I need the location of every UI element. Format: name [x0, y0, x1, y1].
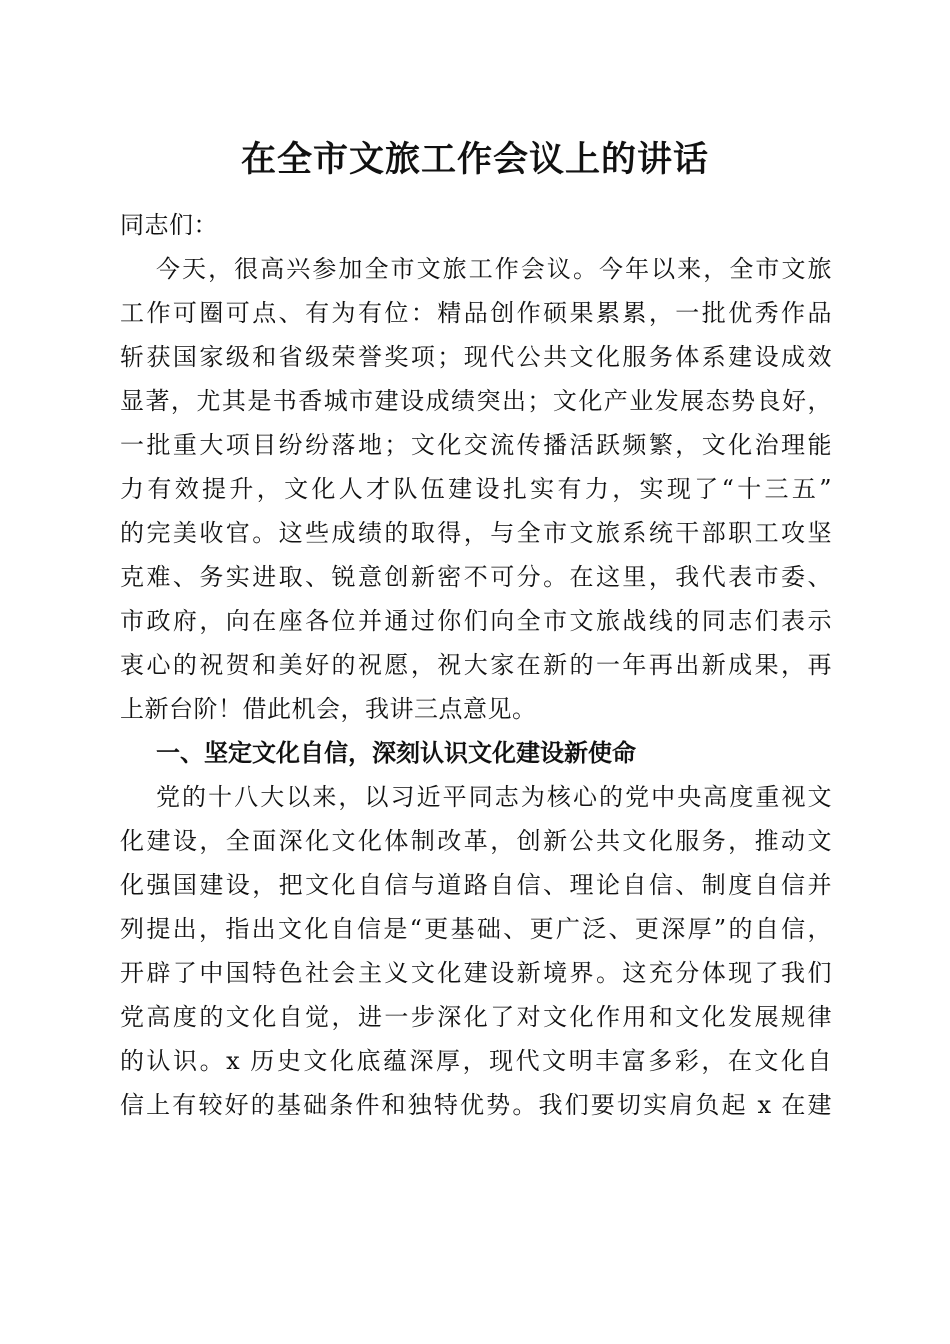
paragraph-line: 信上有较好的基础条件和独特优势。我们要切实肩负起 x 在建	[120, 1091, 832, 1119]
paragraph-line: 克难、务实进取、锐意创新密不可分。在这里，我代表市委、	[120, 563, 832, 591]
paragraph-line: 党高度的文化自觉，进一步深化了对文化作用和文化发展规律	[120, 1003, 832, 1031]
paragraph-line: 开辟了中国特色社会主义文化建设新境界。这充分体现了我们	[120, 959, 832, 987]
salutation: 同志们：	[120, 211, 218, 239]
paragraph-line: 化强国建设，把文化自信与道路自信、理论自信、制度自信并	[120, 871, 832, 899]
paragraph-line: 党的十八大以来，以习近平同志为核心的党中央高度重视文	[156, 783, 832, 811]
paragraph-line: 市政府，向在座各位并通过你们向全市文旅战线的同志们表示	[120, 607, 832, 635]
paragraph-line: 衷心的祝贺和美好的祝愿，祝大家在新的一年再出新成果，再	[120, 651, 832, 679]
paragraph-line: 的完美收官。这些成绩的取得，与全市文旅系统干部职工攻坚	[120, 519, 832, 547]
paragraph-line: 今天，很高兴参加全市文旅工作会议。今年以来，全市文旅	[156, 255, 832, 283]
paragraph-line: 的认识。x 历史文化底蕴深厚，现代文明丰富多彩，在文化自	[120, 1047, 832, 1075]
paragraph-intro	[120, 247, 832, 731]
paragraph-line: 一批重大项目纷纷落地；文化交流传播活跃频繁，文化治理能	[120, 431, 832, 459]
paragraph-line: 上新台阶！借此机会，我讲三点意见。	[120, 695, 537, 723]
document-title: 在全市文旅工作会议上的讲话	[240, 139, 709, 180]
paragraph-line: 工作可圈可点、有为有位：精品创作硕果累累，一批优秀作品	[120, 299, 832, 327]
paragraph-line: 列提出，指出文化自信是“更基础、更广泛、更深厚”的自信，	[120, 915, 832, 943]
paragraph-section-1	[120, 775, 832, 1127]
paragraph-line: 显著，尤其是书香城市建设成绩突出；文化产业发展态势良好，	[120, 387, 832, 415]
paragraph-line: 力有效提升，文化人才队伍建设扎实有力，实现了“十三五”	[120, 475, 832, 503]
paragraph-line: 斩获国家级和省级荣誉奖项；现代公共文化服务体系建设成效	[120, 343, 832, 371]
paragraph-line: 化建设，全面深化文化体制改革，创新公共文化服务，推动文	[120, 827, 832, 855]
document-body	[120, 203, 832, 1127]
section-heading: 一、坚定文化自信，深刻认识文化建设新使命	[156, 739, 636, 767]
